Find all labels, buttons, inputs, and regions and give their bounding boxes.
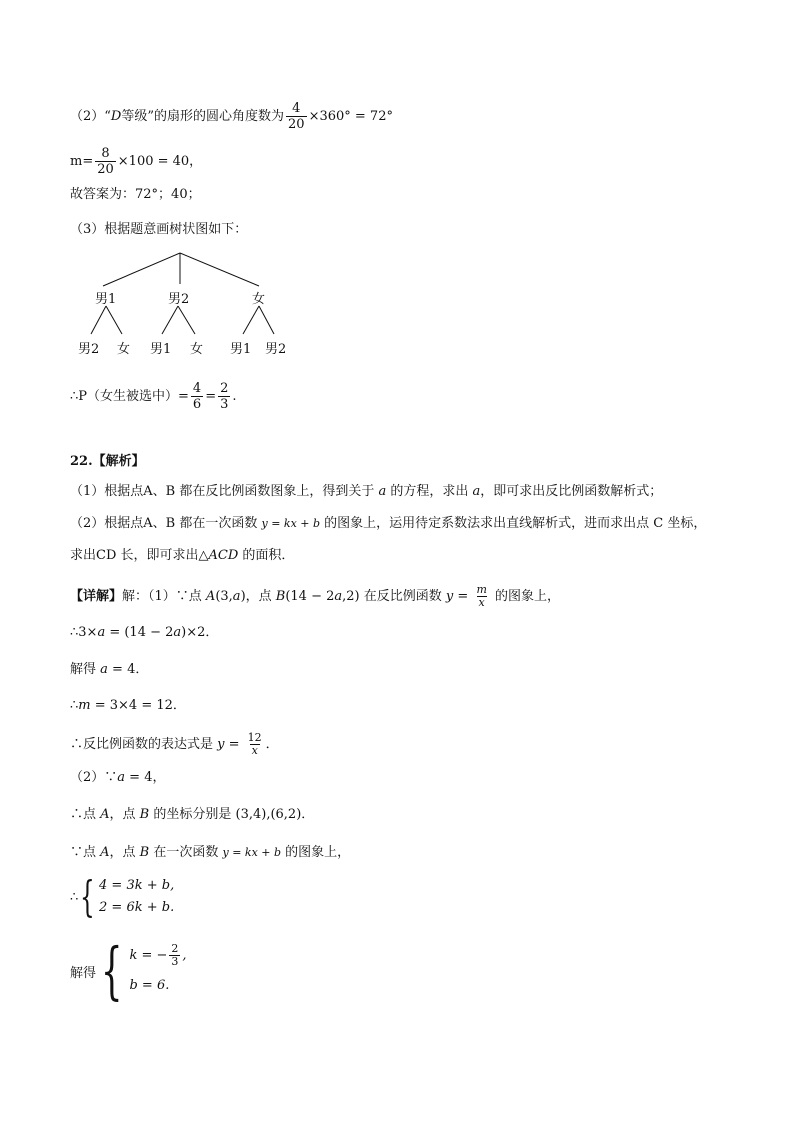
tree-leaf: 男2	[78, 342, 100, 357]
grade-var: D	[110, 109, 122, 124]
numerator: 2	[220, 381, 229, 396]
tree-intro: （3）根据题意画树状图如下：	[70, 222, 248, 237]
text: 求出CD 长，即可求出	[70, 548, 199, 563]
answer-line: 故答案为：72°；40；	[70, 187, 201, 202]
var: y	[217, 737, 225, 752]
var: a	[173, 625, 182, 640]
fraction	[169, 943, 180, 968]
step-3	[70, 697, 186, 715]
system-rows	[129, 941, 186, 1001]
var: a	[117, 770, 126, 785]
text: =	[453, 589, 473, 604]
text: 等级”的扇形的圆心角度数为	[121, 109, 285, 124]
var: a	[97, 625, 106, 640]
text: m=	[70, 154, 94, 169]
q22-heading: 22.【解析】	[70, 454, 145, 469]
text: )×2．	[181, 625, 219, 640]
var: m	[78, 698, 91, 713]
system	[70, 934, 187, 1007]
numerator: 8	[101, 146, 110, 161]
denominator: 3	[220, 397, 229, 412]
text: ×100 = 40，	[117, 154, 203, 169]
tree-leaf: 女	[117, 342, 131, 357]
text: ，即可求出反比例函数解析式；	[480, 484, 663, 499]
denominator: x	[251, 744, 258, 757]
text: 的面积．	[238, 548, 295, 563]
tree-node: 男2	[168, 292, 190, 307]
system	[70, 872, 175, 921]
m-line	[70, 146, 202, 177]
tree-leaf: 女	[190, 342, 204, 357]
brace-icon: {	[80, 872, 96, 921]
var: B	[275, 589, 286, 604]
numerator: 4	[292, 101, 301, 116]
text: 解得	[70, 662, 101, 677]
text: (14 − 2	[285, 589, 335, 604]
text: ．	[265, 737, 279, 752]
formula: y = kx + b	[222, 846, 282, 859]
tree-leaf: 男1	[230, 342, 252, 357]
tree-node: 女	[252, 292, 266, 307]
fraction	[95, 146, 116, 177]
triangle: △ACD	[198, 548, 239, 563]
text: )	[240, 589, 246, 604]
tree-leaf: 男1	[150, 342, 172, 357]
var: A	[100, 807, 110, 822]
part2-start	[70, 769, 165, 787]
tree-node: 男1	[95, 292, 117, 307]
solve-label: 解得	[70, 965, 97, 981]
denominator: 6	[192, 397, 202, 412]
text: ∴P（女生被选中）=	[70, 389, 189, 404]
text: =	[205, 389, 217, 404]
numerator: m	[476, 583, 487, 596]
text: ∴	[70, 698, 79, 713]
brace-icon: {	[100, 934, 123, 1007]
text: = 3×4 = 12．	[90, 698, 186, 713]
text: 的图象上，	[490, 589, 561, 604]
tree-leaf: 男2	[265, 342, 287, 357]
linear-line	[70, 844, 350, 862]
numerator: 2	[171, 942, 179, 955]
fraction	[474, 584, 488, 609]
text: = 4，	[125, 770, 166, 785]
analysis-1	[70, 483, 662, 501]
step-2	[70, 661, 148, 679]
text: ，点	[109, 807, 140, 822]
fraction	[218, 381, 230, 412]
equation-row: b = 6.	[129, 978, 170, 993]
text: (3,	[215, 589, 233, 604]
text: ∵点	[70, 845, 101, 860]
step-4	[70, 732, 279, 757]
therefore-sign: ∴	[70, 889, 79, 905]
equation-row	[129, 941, 186, 971]
text: .	[232, 389, 237, 404]
text: 的图象上，	[281, 845, 351, 860]
detail-line	[70, 584, 560, 609]
var: y	[445, 589, 454, 604]
var: a	[378, 484, 387, 499]
var: B	[139, 807, 150, 822]
denominator: 20	[97, 162, 114, 177]
fraction	[246, 732, 264, 757]
numerator: 12	[247, 731, 262, 744]
text: ∴3×	[70, 625, 98, 640]
text: 解：（1）∵点	[122, 589, 206, 604]
text: = 4．	[107, 662, 149, 677]
text: （1）根据点A、B 都在反比例函数图象上，得到关于	[70, 484, 379, 499]
var: a	[100, 662, 108, 677]
numerator: 4	[192, 381, 202, 396]
equation-system	[70, 872, 175, 921]
denominator: 20	[288, 117, 305, 132]
text: 的图象上，运用待定系数法求出直线解析式，进而求出点 C 坐标，	[320, 516, 707, 531]
angle-line	[70, 101, 393, 132]
equation-row: 2 = 6k + b.	[99, 900, 175, 915]
probability-line	[70, 381, 237, 412]
var: B	[139, 845, 150, 860]
step-1	[70, 624, 218, 642]
equation-row: 4 = 3k + b,	[99, 878, 175, 893]
var: a	[472, 484, 481, 499]
var: a	[334, 589, 343, 604]
coords-line	[70, 806, 314, 824]
text: （2）“	[70, 109, 111, 124]
fraction	[286, 101, 307, 132]
text: ,2)	[342, 589, 360, 604]
analysis-3	[70, 547, 294, 565]
tree-diagram	[75, 246, 305, 361]
system-rows	[99, 875, 174, 919]
analysis-2	[70, 515, 706, 533]
detail-label: 【详解】	[70, 589, 123, 604]
fraction	[191, 381, 203, 412]
text: 的坐标分别是 (3,4),(6,2)．	[149, 807, 315, 822]
text: k = −	[129, 948, 168, 963]
text: = (14 − 2	[105, 625, 174, 640]
var: A	[100, 845, 110, 860]
text: （2）∵	[70, 770, 118, 785]
text: ，点	[245, 589, 276, 604]
text: ，点	[109, 845, 140, 860]
text: （2）根据点A、B 都在一次函数	[70, 516, 262, 531]
text: 的方程，求出	[386, 484, 473, 499]
text: 在一次函数	[149, 845, 223, 860]
text: ×360° = 72°	[308, 109, 393, 124]
formula: y = kx + b	[261, 517, 321, 530]
denominator: 3	[171, 955, 179, 968]
solution-system	[70, 934, 187, 1007]
text: ,	[182, 948, 187, 963]
var: a	[232, 589, 241, 604]
text: ∴点	[70, 807, 101, 822]
text: 在反比例函数	[359, 589, 446, 604]
var: A	[205, 589, 216, 604]
denominator: x	[478, 596, 485, 609]
text: =	[224, 737, 244, 752]
text: ∴反比例函数的表达式是	[70, 737, 218, 752]
